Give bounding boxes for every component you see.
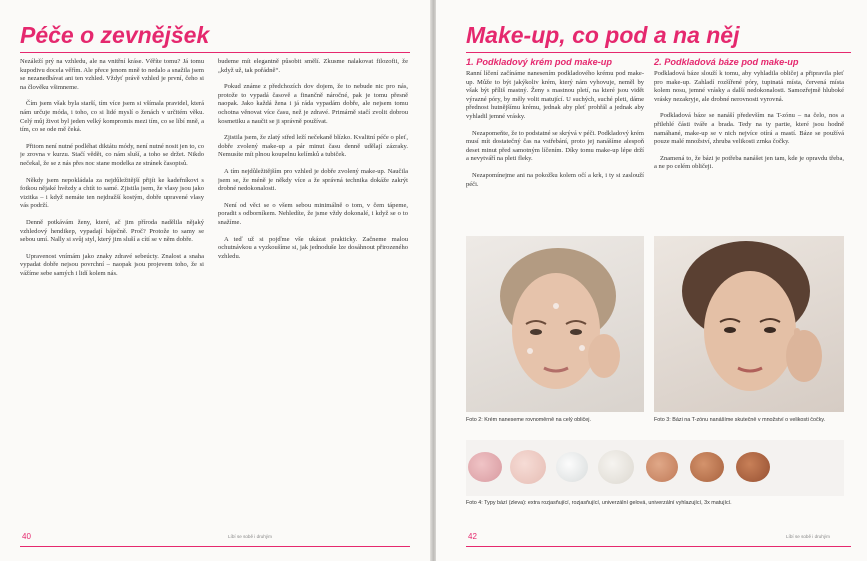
running-head: Líbí se sobě i druhým	[786, 534, 830, 539]
paragraph: Podkladová báze se nanáší především na T-zónu – na čelo, nos a přilehlé části tváře a brada. Tedy na ty partie, které jsou hodně namáhané, make-up se v nich nejvíce otírá a mastí. Báze se používá pouze malé množství, zhruba velikosti zrnka čočky.	[654, 112, 844, 146]
swatch-brightening	[510, 450, 546, 484]
face-illustration-icon	[466, 236, 644, 412]
paragraph: Nezáleží prý na vzhledu, ale na vnitřní kráse. Věříte tomu? Já tomu kupodivu docela věřím. Ale přece jenom mně to nedalo a snažila jsem se nezanedbávat ani ten vzhled. Vždyť právě vzhled je první, čeho si na člověku všimneme.	[20, 58, 204, 91]
swatch-universal-gel	[556, 452, 588, 482]
footer-rule	[466, 546, 851, 547]
section-heading-primer: 1. Podkladový krém pod make-up	[466, 57, 613, 67]
running-head: Líbí se sobě i druhým	[228, 534, 272, 539]
left-column-2	[218, 58, 408, 513]
right-title-rule	[466, 52, 851, 53]
right-column-2	[654, 70, 844, 235]
paragraph: Není od věci se o všem sebou minimálně o tom, v čem tápeme, poradit s odborníkem. Nehledíte, že jsme vždy dokonalé, i když se o to snažíme.	[218, 201, 408, 226]
paragraph: Podkladová báze slouží k tomu, aby vyhladila obličej a připravila pleť pro make-up. Zahladí rozšířené póry, tupinatá místa, červená místa kolem nosu, jemné vrásky a další nedokonalosti. Samozřejmě hluboké vrásky nezakryje, ale drobné nerovnosti vyrovná.	[654, 70, 844, 103]
paragraph: Čím jsem však byla starší, tím více jsem si všímala pravidel, která nám určuje móda, i toho, co si lidé myslí o ženách v určitém věku. Celý můj život byl jeden velký kompromis mezi tím, co se líbí mně, a tím, co se ode mě čeká.	[20, 100, 204, 134]
photo-base-swatches	[466, 440, 844, 496]
swatch-universal-smoothing	[598, 450, 634, 484]
page-number: 42	[468, 532, 477, 541]
paragraph: Nezapomínejme ani na pokožku kolem očí a krk, i ty si zaslouží péči.	[466, 171, 644, 188]
paragraph: Nezapomeňte, že to podstatné se skrývá v péči. Podkladový krém musí mít dostatečný čas na vstřebání, proto jej nanášíme alespoň deset minut před samotným líčením. Díky tomu make-up lépe drží a nevytváří na pleti fleky.	[466, 129, 644, 163]
swatch-matte-1	[646, 452, 678, 482]
left-column-1	[20, 58, 204, 513]
swatch-extra-brightening	[468, 452, 502, 482]
left-page-title: Péče o zevnějšek	[20, 22, 210, 48]
photo-caption: Foto 4: Typy bází (zleva): extra rozjasňující, rozjasňující, univerzální gelová, univerzální vyhlazující, 3x matující.	[466, 500, 732, 506]
paragraph: A tím nejdůležitějším pro vzhled je dobře zvolený make-up. Naučila jsem se, že méně je někdy více a že správná technika dokáže zakrýt drobné nedokonalosti.	[218, 167, 408, 193]
swatch-matte-2	[690, 452, 724, 482]
left-title-rule	[20, 52, 410, 53]
paragraph: Přitom není nutné podléhat diktátu módy, není nutné nosit jen to, co je zrovna v kurzu. Stačí vědět, co nám sluší, a toho se držet. Nikdo nečekal, že se z nás přes noc stane modelka ze stránek časopisů.	[20, 142, 204, 167]
section-heading-base: 2. Podkladová báze pod make-up	[654, 57, 799, 67]
right-page	[436, 0, 867, 561]
paragraph: Upravenost vnímám jako znaky zdravé sebeúcty. Znalost a snaha vypadat dobře nejsou povrchní – naopak jsou projevem toho, že si vážíme sebe samých i lidí kolem nás.	[20, 252, 204, 277]
paragraph: Denně potkávám ženy, které, ač jim příroda nadělila nějaký vzhledový hendikep, vypadají báječně. Proč? Protože to samy se sebou umí. Nally si svůj styl, který jim sluší a cítí se v něm dobře.	[20, 218, 204, 244]
face-illustration-icon	[654, 236, 844, 412]
photo-caption: Foto 3: Bázi na T-zónu nanášíme skutečně v množství o velikosti čočky.	[654, 417, 826, 423]
right-column-1	[466, 70, 644, 235]
paragraph: Pokud známe z předchozích dov dojem, že to nebude nic pro nás, protože to vypadá časově a finančně náročné, pak je tomu přesně naopak. Jako každá žena i já ráda vypadám dobře, ale nejsem tomu ochotna věnovat více času, než je zdravé. Primárně stačí zvolit dobrou kosmetiku a naučit se ji správně používat.	[218, 83, 408, 125]
paragraph: Ranní líčení začínáme nanesením podkladového krému pod make-up. Může to být jakýkoliv krém, který nám vyhovuje, neměl by však být příliš mastný. Ženy s mastnou pletí, na které jsou vidět výrazné póry, by měly volit matující. U suchých, suché pleti, dáme přednost hutnějšímu krému, jednak aby pleť prohřál a jednak aby vyhladil jemné vrásky.	[466, 70, 644, 120]
paragraph: budeme mít elegantně působit smělí. Zkusme nalakovat filozofii, že „když už, tak pořádně“.	[218, 58, 408, 74]
swatch-matte-3	[736, 452, 770, 482]
right-page-title: Make-up, co pod a na něj	[466, 22, 740, 48]
paragraph: A teď už si pojďme vše ukázat prakticky. Začneme malou ochutnávkou a vyzkoušíme si, jak jednoduše lze dosáhnout přirozeného vzhledu.	[218, 235, 408, 260]
photo-caption: Foto 2: Krém naneseme rovnoměrně na celý obličej.	[466, 417, 591, 423]
paragraph: Znamená to, že bázi je potřeba nanášet jen tam, kde je opravdu třeba, a ne po celém obličeji.	[654, 154, 844, 171]
paragraph: Někdy jsem nepokládala za nejdůležitější přijít ke kadeřníkovi s fotkou nějaké hvězdy a chtít to samé. Zjistila jsem, že vlasy jsou jako vizitka – i když nemáte ten nejdražší kostým, dobře upravené vlasy vás podrží.	[20, 176, 204, 210]
footer-rule	[20, 546, 410, 547]
page-number: 40	[22, 532, 31, 541]
paragraph: Zjistila jsem, že zlatý střed leží nečekaně blízko. Kvalitní péče o pleť, dobře zvolený make-up a pár minut času denně udělají zázraky. Nemusíte mít plnou koupelnu kelímků a tubiček.	[218, 134, 408, 159]
photo-base-application	[654, 236, 844, 412]
left-page	[0, 0, 431, 561]
photo-primer-application	[466, 236, 644, 412]
